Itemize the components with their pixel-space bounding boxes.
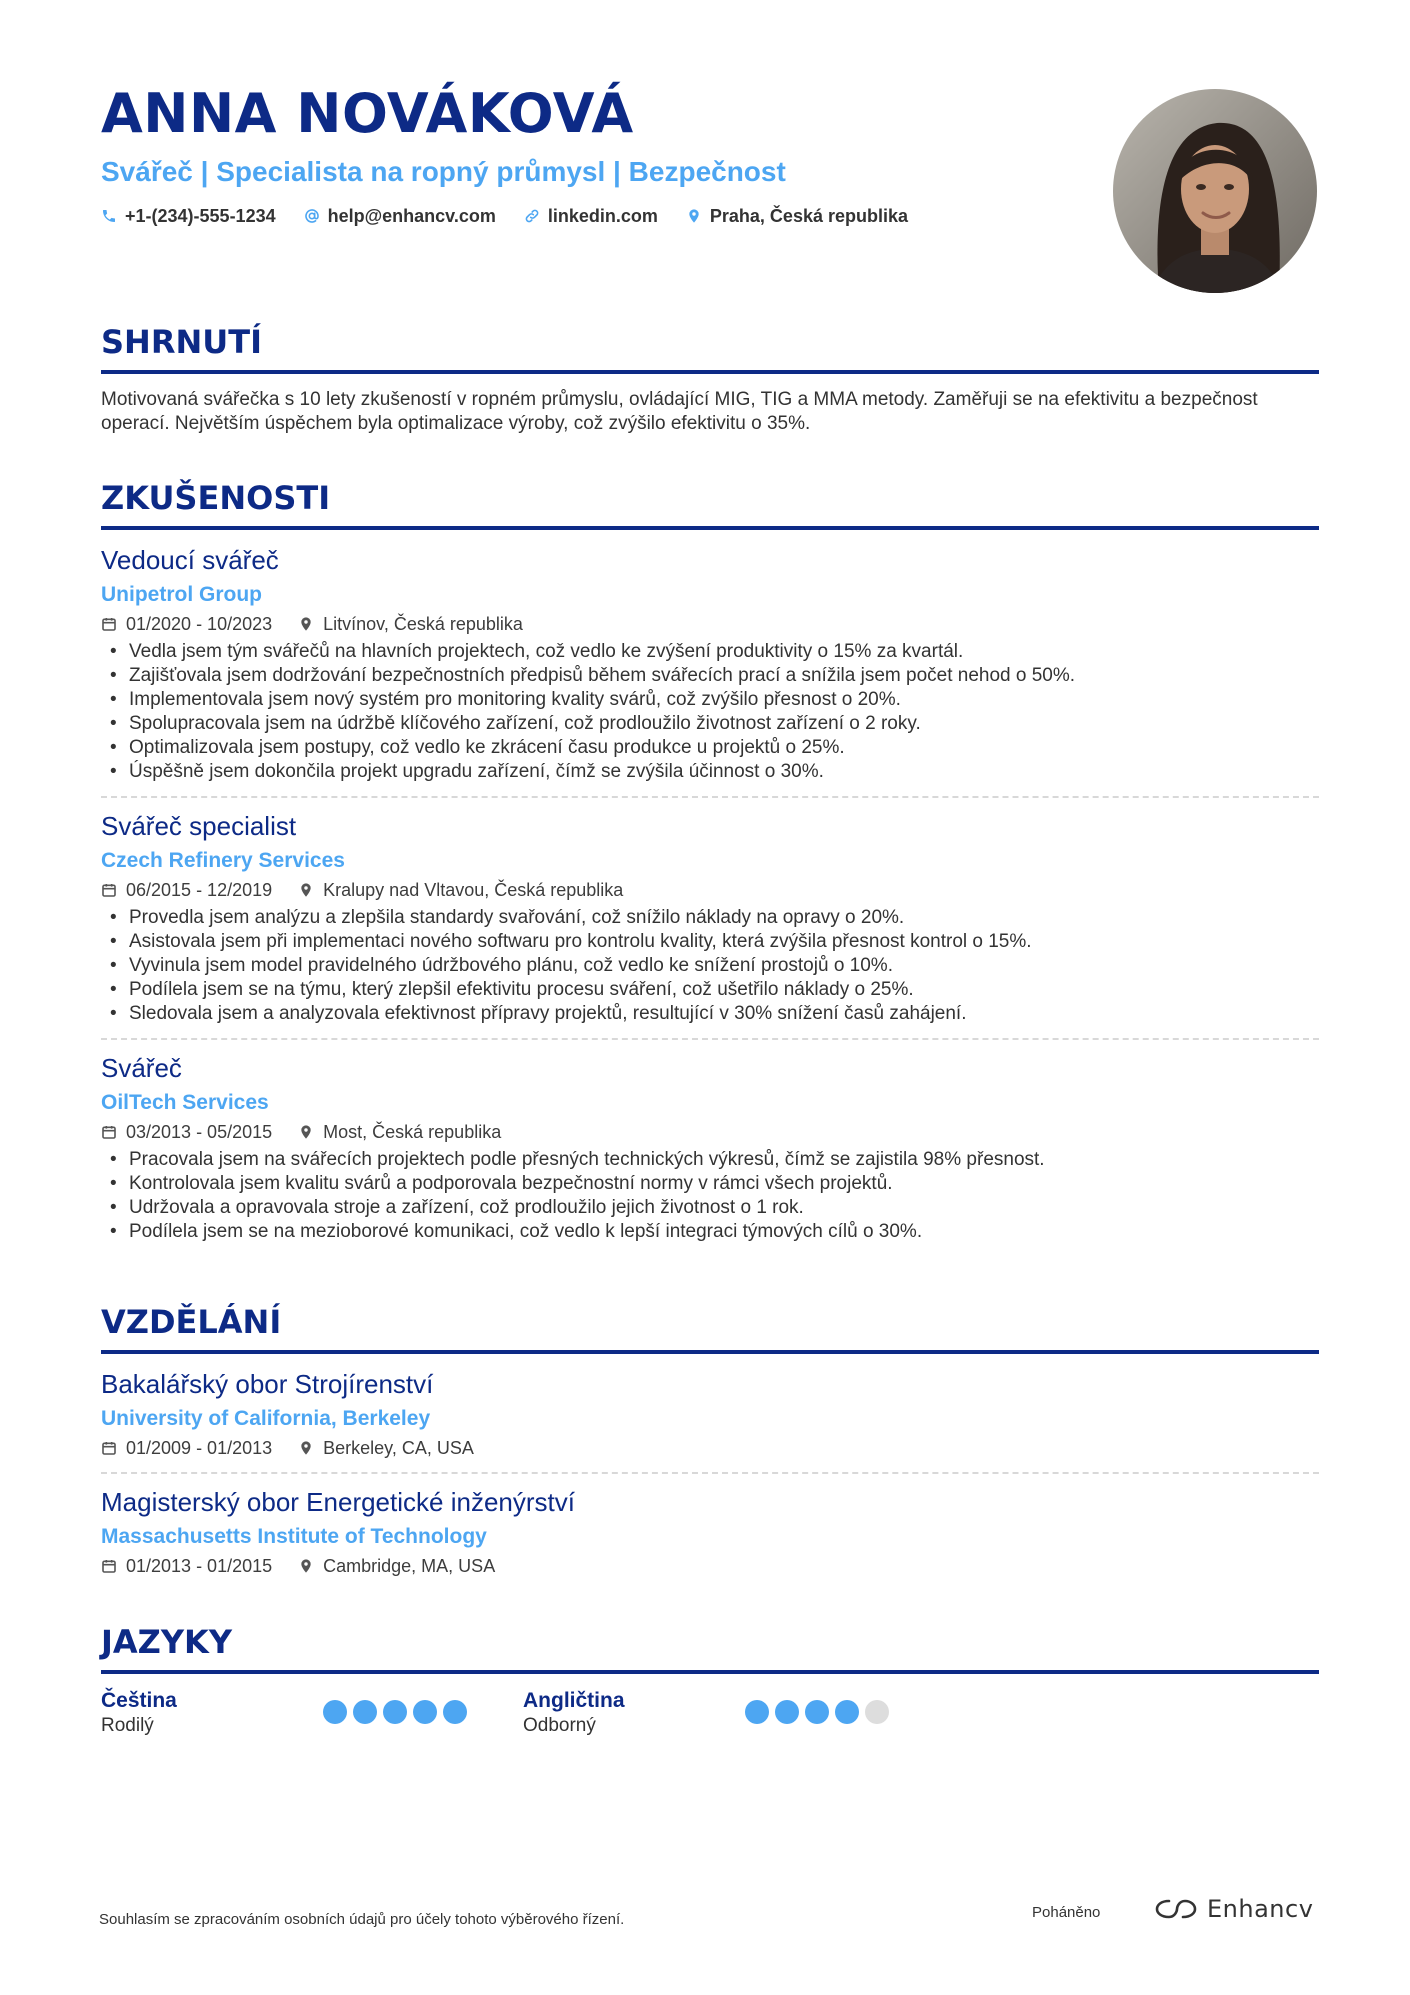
education-entry bbox=[101, 1486, 1319, 1578]
achievement-list bbox=[101, 1148, 1319, 1244]
job-location bbox=[298, 1120, 501, 1144]
section-divider bbox=[101, 526, 1319, 530]
rating-dot-filled bbox=[805, 1700, 829, 1724]
powered-by-label: Poháněno bbox=[1032, 1904, 1101, 1921]
date-range: 06/2015 - 12/2019 bbox=[126, 880, 273, 900]
education-section bbox=[101, 1302, 1319, 1578]
achievement-item: • Vedla jsem tým svářečů na hlavních projektech, což vedlo ke zvýšení produktivity o 15% za kvartál. bbox=[101, 640, 1319, 664]
rating-dot-filled bbox=[323, 1700, 347, 1724]
language-rating bbox=[323, 1700, 467, 1738]
calendar-icon bbox=[101, 1440, 117, 1456]
rating-dot-filled bbox=[383, 1700, 407, 1724]
language-text bbox=[523, 1688, 745, 1738]
profile-photo bbox=[1113, 89, 1317, 293]
date-range: 01/2020 - 10/2023 bbox=[126, 614, 273, 634]
degree-title: Bakalářský obor Strojírenství bbox=[101, 1369, 434, 1399]
date-range: 01/2009 - 01/2013 bbox=[126, 1438, 273, 1458]
contact-linkedin[interactable] bbox=[524, 204, 658, 228]
section-divider bbox=[101, 370, 1319, 374]
at-icon bbox=[304, 208, 320, 224]
job-location bbox=[298, 612, 523, 636]
language-level: Odborný bbox=[523, 1715, 596, 1736]
email-text: help@enhancv.com bbox=[327, 206, 496, 226]
consent-note: Souhlasím se zpracováním osobních údajů pro účely tohoto výběrového řízení. bbox=[99, 1911, 625, 1928]
entry-divider bbox=[101, 796, 1319, 798]
education-location bbox=[298, 1554, 495, 1578]
school-name: University of California, Berkeley bbox=[101, 1407, 431, 1430]
location-pin-icon bbox=[298, 882, 314, 898]
summary-section bbox=[101, 322, 1319, 436]
experience-entry bbox=[101, 544, 1319, 784]
contact-info bbox=[101, 204, 1101, 228]
rating-dot-filled bbox=[835, 1700, 859, 1724]
job-title: Svářeč bbox=[101, 1053, 182, 1083]
brand-name: Enhancv bbox=[1207, 1895, 1314, 1923]
experience-section bbox=[101, 478, 1319, 1244]
rating-dot-filled bbox=[443, 1700, 467, 1724]
summary-title: SHRNUTÍ bbox=[101, 323, 262, 361]
location-text: Most, Česká republika bbox=[323, 1122, 502, 1142]
achievement-item: • Asistovala jsem při implementaci nového softwaru pro kontrolu kvality, která zvýšila přesnost kontrol o 15%. bbox=[101, 930, 1319, 954]
job-dates bbox=[101, 1120, 272, 1144]
school-name: Massachusetts Institute of Technology bbox=[101, 1525, 487, 1548]
achievement-list bbox=[101, 640, 1319, 784]
section-divider bbox=[101, 1350, 1319, 1354]
candidate-name: ANNA NOVÁKOVÁ bbox=[101, 82, 634, 145]
job-meta bbox=[101, 612, 1319, 636]
location-pin-icon bbox=[298, 1440, 314, 1456]
language-name: Čeština bbox=[101, 1689, 177, 1712]
job-location bbox=[298, 878, 623, 902]
location-text: Cambridge, MA, USA bbox=[323, 1556, 496, 1576]
contact-email[interactable] bbox=[304, 204, 496, 228]
location-pin-icon bbox=[298, 1558, 314, 1574]
rating-dot-filled bbox=[745, 1700, 769, 1724]
calendar-icon bbox=[101, 882, 117, 898]
achievement-item: • Optimalizovala jsem postupy, což vedlo ke zkrácení času produkce u projektů o 25%. bbox=[101, 736, 1319, 760]
language-level: Rodilý bbox=[101, 1715, 154, 1736]
contact-phone[interactable] bbox=[101, 204, 276, 228]
achievement-item: • Spolupracovala jsem na údržbě klíčového zařízení, což prodloužilo životnost zařízení o 2 roky. bbox=[101, 712, 1319, 736]
education-dates bbox=[101, 1554, 272, 1578]
date-range: 03/2013 - 05/2015 bbox=[126, 1122, 273, 1142]
enhancv-logo[interactable] bbox=[1153, 1895, 1313, 1923]
experience-title: ZKUŠENOSTI bbox=[101, 479, 331, 517]
job-meta bbox=[101, 1120, 1319, 1144]
education-dates bbox=[101, 1436, 272, 1460]
company-name: Unipetrol Group bbox=[101, 583, 262, 606]
achievement-item: • Zajišťovala jsem dodržování bezpečnostních předpisů během svářecích prací a snížila jsem počet nehod o 50%. bbox=[101, 664, 1319, 688]
languages-title: JAZYKY bbox=[101, 1623, 233, 1661]
location-text: Kralupy nad Vltavou, Česká republika bbox=[323, 880, 624, 900]
achievement-list bbox=[101, 906, 1319, 1026]
calendar-icon bbox=[101, 616, 117, 632]
achievement-item: • Provedla jsem analýzu a zlepšila standardy svařování, což snížilo náklady na opravy o 20%. bbox=[101, 906, 1319, 930]
summary-text: Motivovaná svářečka s 10 lety zkušeností v ropném průmyslu, ovládající MIG, TIG a MMA metody. Zaměřuji se na efektivitu a bezpečnost operací. Největším úspěchem byla optimalizace výroby, což zvýšilo efektivitu o 35%. bbox=[101, 389, 1258, 434]
achievement-item: • Kontrolovala jsem kvalitu svárů a podporovala bezpečnostní normy v rámci všech projektů. bbox=[101, 1172, 1319, 1196]
location-text: Berkeley, CA, USA bbox=[323, 1438, 474, 1458]
location-pin-icon bbox=[298, 1124, 314, 1140]
location-text: Praha, Česká republika bbox=[709, 206, 909, 226]
achievement-item: • Vyvinula jsem model pravidelného údržbového plánu, což vedlo ke snížení prostojů o 10%. bbox=[101, 954, 1319, 978]
candidate-headline: Svářeč | Specialista na ropný průmysl | Bezpečnost bbox=[101, 156, 786, 187]
rating-dot-empty bbox=[865, 1700, 889, 1724]
achievement-item: • Pracovala jsem na svářecích projektech podle přesných technických výkresů, čímž se zajistila 98% přesnost. bbox=[101, 1148, 1319, 1172]
calendar-icon bbox=[101, 1124, 117, 1140]
achievement-item: • Úspěšně jsem dokončila projekt upgradu zařízení, čímž se zvýšila účinnost o 30%. bbox=[101, 760, 1319, 784]
calendar-icon bbox=[101, 1558, 117, 1574]
rating-dot-filled bbox=[775, 1700, 799, 1724]
date-range: 01/2013 - 01/2015 bbox=[126, 1556, 273, 1576]
languages-list bbox=[101, 1688, 1319, 1738]
contact-location bbox=[686, 204, 908, 228]
entry-divider bbox=[101, 1038, 1319, 1040]
language-item bbox=[101, 1688, 523, 1738]
degree-title: Magisterský obor Energetické inženýrství bbox=[101, 1487, 575, 1517]
achievement-item: • Podílela jsem se na týmu, který zlepšil efektivitu procesu sváření, což ušetřilo náklady o 25%. bbox=[101, 978, 1319, 1002]
profile-photo-image bbox=[1113, 89, 1317, 293]
language-name: Angličtina bbox=[523, 1689, 625, 1712]
achievement-item: • Udržovala a opravovala stroje a zařízení, což prodloužilo jejich životnost o 1 rok. bbox=[101, 1196, 1319, 1220]
languages-section bbox=[101, 1622, 1319, 1738]
location-pin-icon bbox=[298, 616, 314, 632]
location-pin-icon bbox=[686, 208, 702, 224]
section-divider bbox=[101, 1670, 1319, 1674]
entry-divider bbox=[101, 1472, 1319, 1474]
education-meta bbox=[101, 1436, 1319, 1460]
job-dates bbox=[101, 612, 272, 636]
phone-text: +1-(234)-555-1234 bbox=[125, 206, 276, 226]
linkedin-text: linkedin.com bbox=[547, 206, 658, 226]
experience-entry bbox=[101, 1052, 1319, 1244]
company-name: OilTech Services bbox=[101, 1091, 269, 1114]
resume-header bbox=[101, 82, 1101, 228]
link-icon bbox=[524, 208, 540, 224]
job-title: Vedoucí svářeč bbox=[101, 545, 279, 575]
experience-entry bbox=[101, 810, 1319, 1026]
education-location bbox=[298, 1436, 474, 1460]
company-name: Czech Refinery Services bbox=[101, 849, 345, 872]
achievement-item: • Podílela jsem se na mezioborové komunikaci, což vedlo k lepší integraci týmových cílů o 30%. bbox=[101, 1220, 1319, 1244]
language-text bbox=[101, 1688, 323, 1738]
achievement-item: • Implementovala jsem nový systém pro monitoring kvality svárů, což zvýšilo přesnost o 20%. bbox=[101, 688, 1319, 712]
rating-dot-filled bbox=[413, 1700, 437, 1724]
job-title: Svářeč specialist bbox=[101, 811, 297, 841]
enhancv-logo-icon bbox=[1153, 1897, 1199, 1921]
education-meta bbox=[101, 1554, 1319, 1578]
job-dates bbox=[101, 878, 272, 902]
education-entry bbox=[101, 1368, 1319, 1460]
phone-icon bbox=[101, 208, 117, 224]
rating-dot-filled bbox=[353, 1700, 377, 1724]
location-text: Litvínov, Česká republika bbox=[323, 614, 523, 634]
education-title: VZDĚLÁNÍ bbox=[101, 1303, 282, 1341]
language-item bbox=[523, 1688, 945, 1738]
language-rating bbox=[745, 1700, 889, 1738]
job-meta bbox=[101, 878, 1319, 902]
achievement-item: • Sledovala jsem a analyzovala efektivnost přípravy projektů, resultující v 30% snížení časů zahájení. bbox=[101, 1002, 1319, 1026]
